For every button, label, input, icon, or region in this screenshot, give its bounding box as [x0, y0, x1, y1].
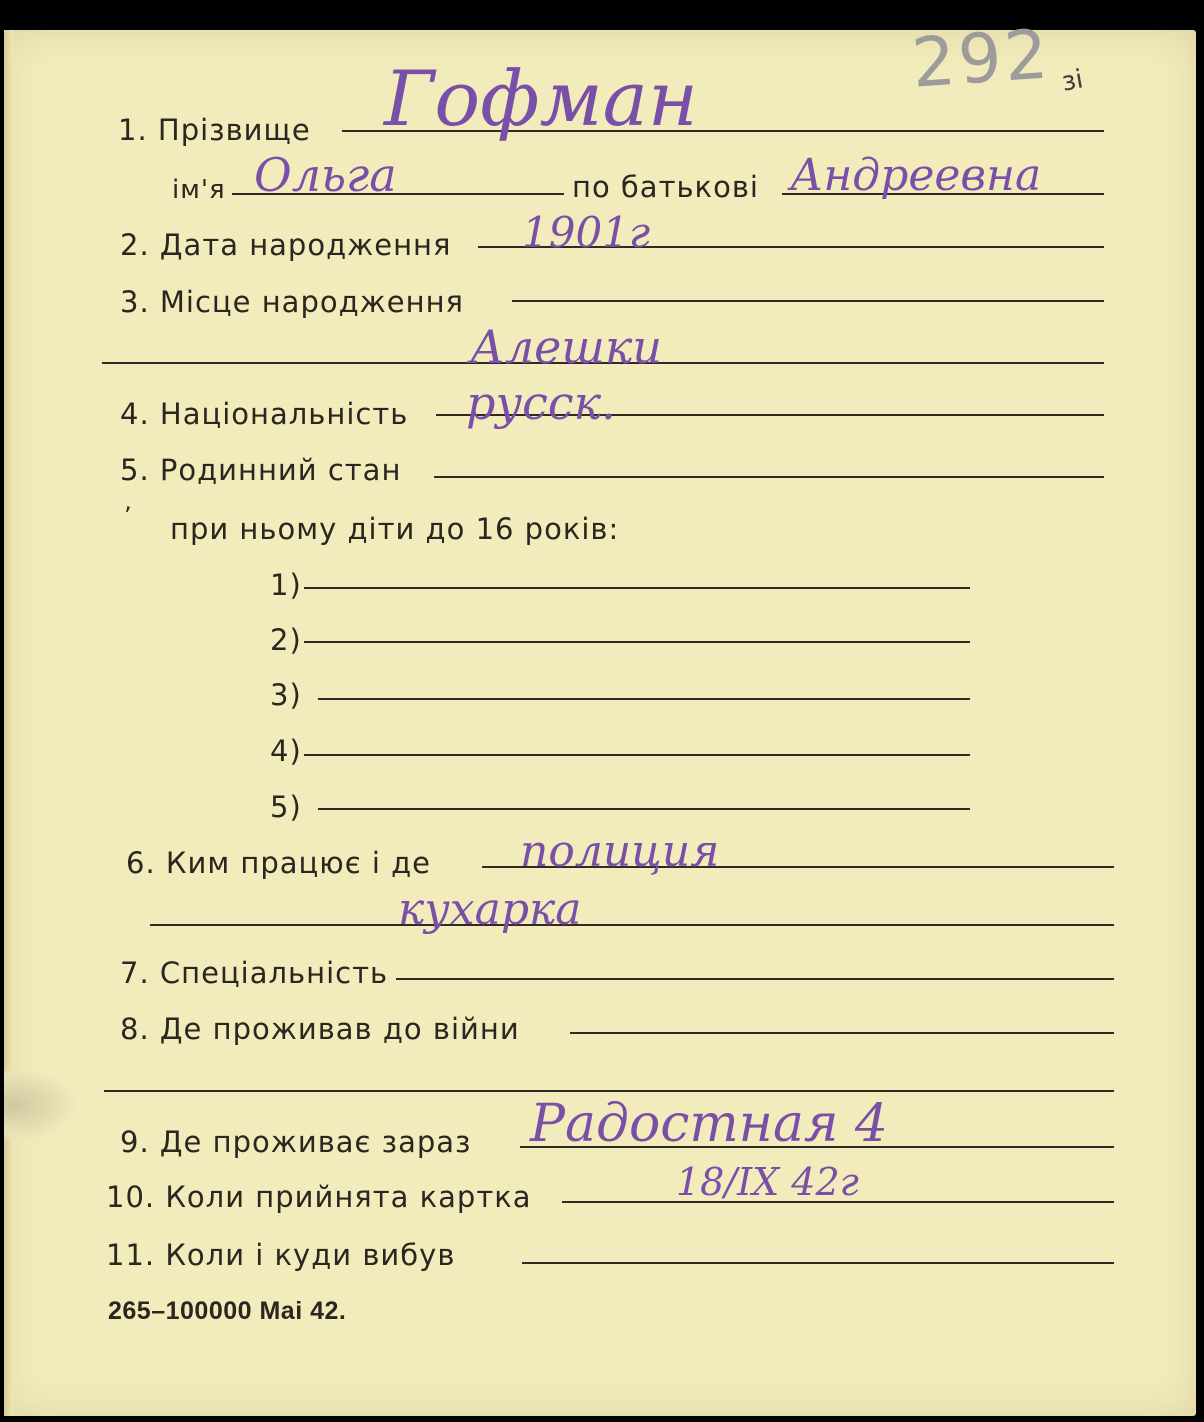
ink-mark: ’ — [124, 502, 132, 530]
label-child-1: 1) — [270, 568, 302, 602]
line-birth-place — [512, 300, 1104, 302]
value-first-name: Ольга — [254, 148, 397, 202]
line-family-status — [434, 476, 1104, 478]
label-birth-date: 2. Дата народження — [120, 228, 452, 262]
line-child-3 — [318, 698, 970, 700]
label-surname: 1. Прізвище — [118, 113, 311, 147]
value-current-residence: Радостная 4 — [530, 1094, 888, 1154]
archive-number-suffix: зі — [1059, 64, 1086, 98]
label-workplace: 6. Ким працює і де — [126, 846, 432, 880]
archive-number: 292 — [909, 15, 1054, 104]
value-patronymic: Андреевна — [790, 150, 1042, 201]
value-birth-date: 1901г — [522, 208, 651, 257]
value-occupation-note: кухарка — [398, 884, 582, 935]
label-child-2: 2) — [270, 623, 302, 657]
line-departure — [522, 1262, 1114, 1264]
label-current-residence: 9. Де проживає зараз — [120, 1125, 472, 1159]
label-first-name: ім'я — [172, 175, 226, 205]
label-child-4: 4) — [270, 734, 302, 768]
line-child-5 — [318, 808, 970, 810]
label-departure: 11. Коли і куди вибув — [106, 1238, 456, 1272]
value-card-date: 18/IX 42г — [676, 1160, 859, 1204]
line-child-2 — [304, 641, 970, 643]
line-prewar-residence-2 — [104, 1090, 1114, 1092]
line-workplace-2 — [150, 924, 1114, 926]
print-imprint: 265–100000 Mai 42. — [108, 1297, 347, 1325]
label-nationality: 4. Національність — [120, 397, 409, 431]
label-speciality: 7. Спеціальність — [120, 956, 389, 990]
label-child-3: 3) — [270, 678, 302, 712]
paper-damage — [4, 1070, 74, 1140]
line-speciality — [396, 978, 1114, 980]
label-card-date: 10. Коли прийнята картка — [106, 1180, 532, 1214]
label-family-status: 5. Родинний стан — [120, 453, 402, 487]
line-prewar-residence — [570, 1032, 1114, 1034]
value-workplace: полиция — [520, 826, 720, 877]
value-surname: Гофман — [384, 54, 698, 143]
value-birth-place: Алешки — [470, 320, 663, 374]
label-prewar-residence: 8. Де проживав до війни — [120, 1012, 520, 1046]
line-child-1 — [304, 587, 970, 589]
value-nationality: русск. — [466, 376, 616, 430]
label-patronymic: по батькові — [572, 170, 759, 204]
label-child-5: 5) — [270, 790, 302, 824]
label-birth-place: 3. Місце народження — [120, 285, 464, 319]
line-child-4 — [304, 754, 970, 756]
label-children: при ньому діти до 16 років: — [170, 512, 620, 546]
